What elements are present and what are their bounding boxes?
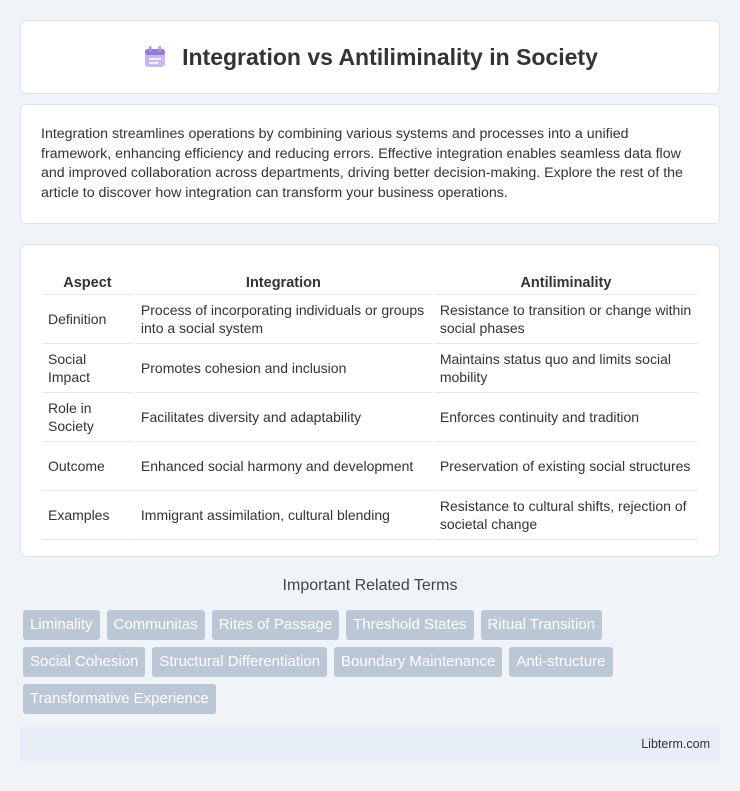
related-terms-list bbox=[23, 610, 723, 721]
term-tag[interactable]: Ritual Transition bbox=[481, 610, 603, 640]
table-row bbox=[42, 393, 698, 442]
term-tag[interactable]: Anti-structure bbox=[509, 647, 612, 677]
comparison-card bbox=[20, 244, 720, 557]
term-tag[interactable]: Communitas bbox=[107, 610, 205, 640]
table-cell: Examples bbox=[42, 491, 133, 540]
term-tag[interactable]: Social Cohesion bbox=[23, 647, 145, 677]
comparison-table bbox=[40, 265, 700, 540]
term-tag[interactable]: Boundary Maintenance bbox=[334, 647, 502, 677]
term-tag[interactable]: Structural Differentiation bbox=[152, 647, 327, 677]
table-row bbox=[42, 442, 698, 491]
column-header: Integration bbox=[135, 265, 432, 295]
table-cell: Immigrant assimilation, cultural blending bbox=[135, 491, 432, 540]
term-tag[interactable]: Transformative Experience bbox=[23, 684, 216, 714]
table-cell: Enhanced social harmony and development bbox=[135, 442, 432, 491]
table-cell: Facilitates diversity and adaptability bbox=[135, 393, 432, 442]
table-cell: Definition bbox=[42, 295, 133, 344]
table-cell: Promotes cohesion and inclusion bbox=[135, 344, 432, 393]
column-header: Aspect bbox=[42, 265, 133, 295]
footer-link[interactable]: Libterm.com bbox=[641, 737, 710, 751]
table-cell: Resistance to transition or change within social phases bbox=[434, 295, 698, 344]
intro-text: Integration streamlines operations by combining various systems and processes into a unified framework, enhancing efficiency and reducing errors. Effective integration enables seamless data flow and improved collaboration across departments, driving better decision-making. Explore the rest of the article to discover how integration can transform your business operations. bbox=[41, 126, 683, 201]
calendar-icon bbox=[142, 44, 168, 70]
table-cell: Role in Society bbox=[42, 393, 133, 442]
term-tag[interactable]: Liminality bbox=[23, 610, 100, 640]
related-terms-title: Important Related Terms bbox=[282, 577, 458, 594]
column-header: Antiliminality bbox=[434, 265, 698, 295]
table-cell: Maintains status quo and limits social mobility bbox=[434, 344, 698, 393]
table-row bbox=[42, 491, 698, 540]
term-tag[interactable]: Threshold States bbox=[346, 610, 473, 640]
table-cell: Enforces continuity and tradition bbox=[434, 393, 698, 442]
table-cell: Preservation of existing social structures bbox=[434, 442, 698, 491]
table-cell: Resistance to cultural shifts, rejection of societal change bbox=[434, 491, 698, 540]
table-row bbox=[42, 295, 698, 344]
table-cell: Outcome bbox=[42, 442, 133, 491]
header-card bbox=[20, 20, 720, 94]
footer bbox=[20, 727, 720, 761]
table-header-row bbox=[42, 265, 698, 295]
table-row bbox=[42, 344, 698, 393]
page-title: Integration vs Antiliminality in Society bbox=[182, 43, 598, 70]
table-cell: Process of incorporating individuals or groups into a social system bbox=[135, 295, 432, 344]
table-cell: Social Impact bbox=[42, 344, 133, 393]
intro-card bbox=[20, 104, 720, 224]
term-tag[interactable]: Rites of Passage bbox=[212, 610, 339, 640]
